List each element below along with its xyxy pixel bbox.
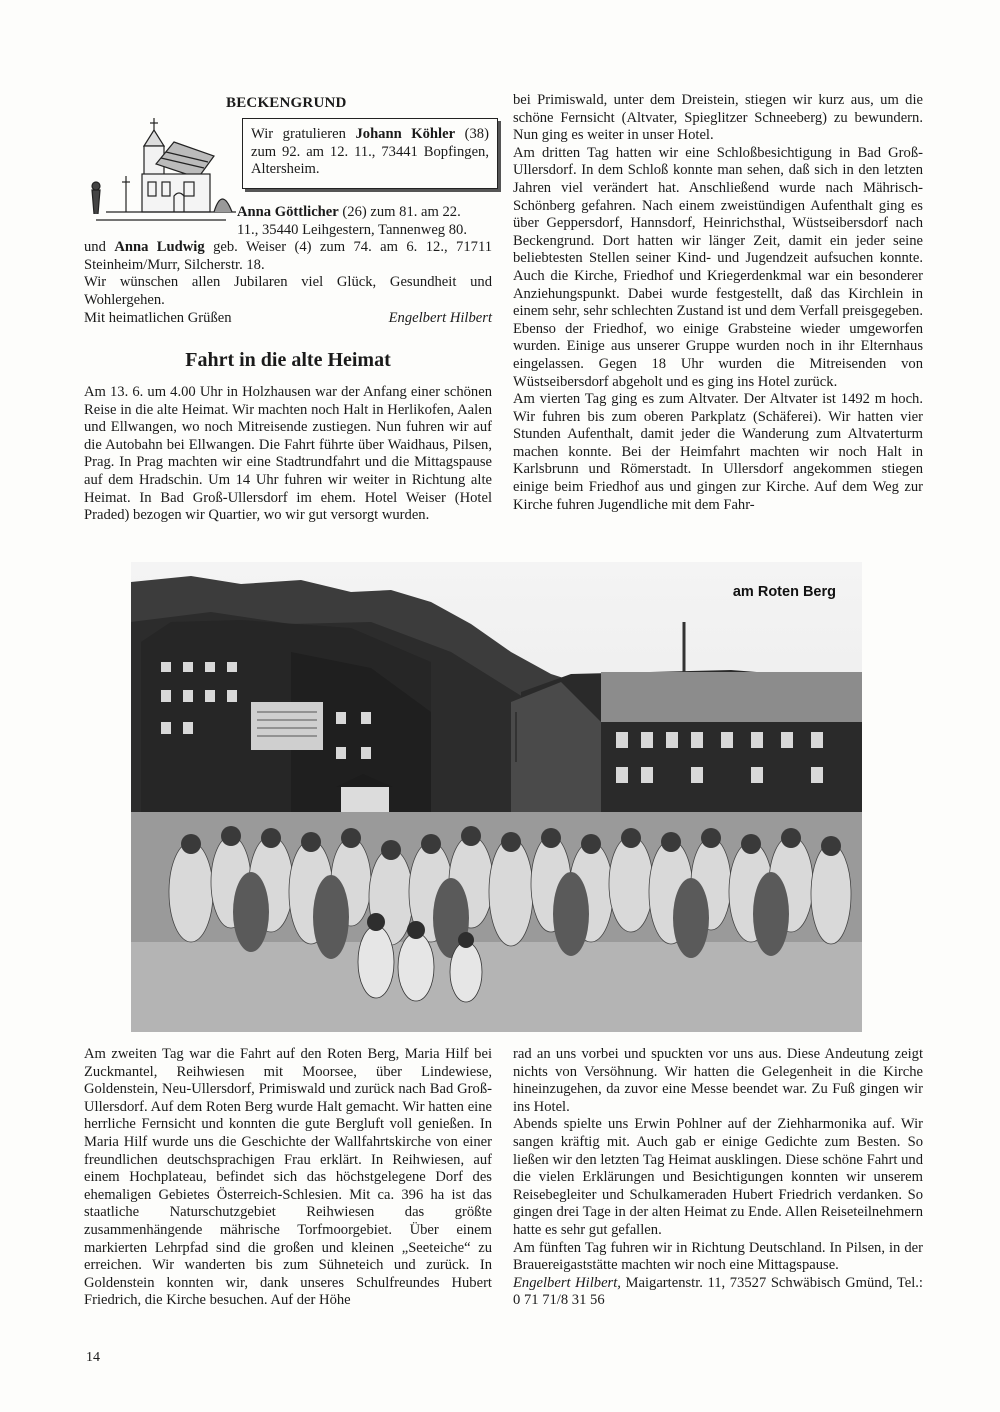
article-paragraph: bei Primiswald, unter dem Dreistein, stiegen wir kurz aus, um die schöne Fernsicht (Altvater, Spieglitzer Schneeberg) zu bewundern. Nun ging es weiter in unser Hotel. — [513, 92, 923, 144]
page-number: 14 — [86, 1350, 100, 1365]
author-address: Maigartenstr. 11, 73527 Schwäbisch Gmünd, — [625, 1274, 893, 1291]
birthday-connector: und — [84, 239, 106, 256]
greeting: Mit heimatlichen Grüßen — [84, 309, 232, 326]
birthday-detail-1b: 11., 35440 Leihgestern, Tannenweg 80. — [237, 221, 467, 238]
congrats-name: Johann Köhler — [355, 126, 456, 142]
group-photo — [131, 562, 862, 1032]
article-paragraph: Am vierten Tag ging es zum Altvater. Der Altvater ist 1492 m hoch. Wir fuhren bis zum oberen Parkplatz (Schäferei). Wir hatten vier Stunden Aufenthalt, damit jeder die Wanderung zum Altvaterturm machen konnte. Bei der Heimfahrt machten wir noch Halt in Karlsbrunn und Römerstadt. In Ullersdorf angekommen stiegen einige beim Friedhof aus und gingen zur Kirche. Auf dem Weg zur Kirche fuhren Jugendliche mit dem Fahr- — [513, 391, 923, 513]
photo-caption: am Roten Berg — [732, 584, 836, 600]
birthday-detail-2: geb. Weiser (4) zum 74. am 6. 12., 71711 Steinheim/Murr, Silcherstr. 18. — [84, 239, 492, 273]
article-title: Fahrt in die alte Heimat — [185, 349, 391, 371]
section-heading: BECKENGRUND — [226, 95, 347, 111]
article-paragraph: Abends spielte uns Erwin Pohlner auf der Ziehharmonika auf. Wir sangen kräftig mit. Auch gab er einige Gedichte zum Besten. So ließen wir den letzten Tag Heimat ausklingen. Diese schöne Fahrt und die vielen Erklärungen und Besichtigungen konnten wir unserem Reisebegleiter und Schulkameraden Hubert Friedrich verdanken. So gingen drei Tage in der alten Heimat zu Ende. Allen Reiseteilnehmern hatte es sehr gut gefallen. — [513, 1116, 923, 1238]
article-column-left-bottom — [84, 1046, 492, 1310]
article-paragraph: rad an uns vorbei und spuckten vor uns aus. Diese Andeutung zeigt nichts von Versöhnung. Wir hatten die Gelegenheit in die Kirche hineinzugehen, da zuvor eine Messe beendet war. Zu Fuß gingen wir ins Hotel. — [513, 1046, 923, 1115]
birthday-name-1: Anna Göttlicher — [237, 204, 339, 220]
article-column-right-top — [513, 92, 923, 514]
birthday-wish: Wir wünschen allen Jubilaren viel Glück, Gesundheit und Wohlergehen. — [84, 274, 492, 308]
congratulation-box — [242, 118, 498, 189]
author-phone: Tel.: 0 71 71/8 31 56 — [513, 1274, 923, 1309]
article-column-right-bottom — [513, 1046, 923, 1310]
congrats-details: (38) zum 92. am 12. 11., 73441 Bopfingen, Altersheim. — [251, 126, 489, 178]
congrats-intro: Wir gratulieren — [251, 126, 346, 142]
article-paragraph: Am dritten Tag hatten wir eine Schloßbesichtigung in Bad Groß-Ullersdorf. In dem Schloß konnte man sehen, daß sich in den letzten Jahren viel verändert hat. Anschließend wurde nach Mährisch-Schönberg gefahren. Nach einem zweistündigen Aufenthalt ging es über Geppersdorf, Hannsdorf, Heinrichsthal, Wüstseibersdorf nach Beckengrund. Dort hatten wir länger Zeit, damit ein jeder seine beliebtesten Stellen seiner Kind- und Jugendzeit aufsuchen konnte. Auch die Kirche, Friedhof und Kriegerdenkmal war ein besonderer Anziehungspunkt. Dabei wurde festgestellt, daß das Kirchlein in einem sehr, sehr schlechten Zustand ist und dem Verfall preisgegeben. Ebenso der Friedhof, wo einige Grabsteine wieder umgeworfen wurden. Einige aus unserer Gruppe wurden noch in ihr Elternhaus eingelassen. Gegen 18 Uhr wurden die Mitreisenden von Wüstseibersdorf abgeholt und es ging ins Hotel zurück. — [513, 144, 923, 390]
article-paragraph: Am zweiten Tag war die Fahrt auf den Roten Berg, Maria Hilf bei Zuckmantel, Reihwiesen mit Moorsee, über Lindewiese, Goldenstein, Neu-Ullersdorf, Primiswald und zurück nach Bad Groß-Ullersdorf. Auf dem Roten Berg wurde Halt gemacht. Wir hatten eine herrliche Fernsicht und konnten die gute Bergluft voll genießen. In Maria Hilf wurde uns die Geschichte der Wallfahrtskirche von einer freundlichen deutschsprachigen Frau erklärt. In Reihwiesen, auf einem Hochplateau, befindet sich das höchstgelegene Dorf des ehemaligen Gebietes Österreich-Schlesien. Mit ca. 396 ha ist das staatliche Naturschutzgebiet Reihwiesen das größte zusammenhängende mährische Torfmoorgebiet. Über einem markierten Lehrpfad sind die großen und kleinen „Seeteiche“ zu erreichen. Wir wanderten bis zum Sühneteich und zurück. In Goldenstein konnten wir, dank unseres Schulfreundes Hubert Friedrich, die Kirche besuchen. Auf der Höhe — [84, 1046, 492, 1309]
group-photo-image — [131, 562, 862, 1032]
birthday-list — [84, 204, 492, 327]
greeting-signature: Engelbert Hilbert — [388, 309, 492, 326]
author-name: Engelbert Hilbert, — [513, 1274, 621, 1291]
article-paragraph: Am fünften Tag fuhren wir in Richtung Deutschland. In Pilsen, in der Brauereigaststätte machten wir noch eine Mittagspause. — [513, 1239, 923, 1274]
article-column-left-top — [84, 384, 492, 525]
birthday-detail-1: (26) zum 81. am 22. — [342, 204, 461, 220]
article-paragraph: Am 13. 6. um 4.00 Uhr in Holzhausen war der Anfang einer schönen Reise in die alte Heimat. Wir machten noch Halt in Herlikofen, Aalen und Ellwangen, wo noch Mitreisende zustiegen. Nun fuhren wir auf die Autobahn bei Ellwangen. Die Fahrt führte über Waidhaus, Pilsen, Prag. In Prag machten wir eine Stadtrundfahrt und die Mittagspause auf dem Hradschin. Um 14 Uhr fuhren wir weiter in Richtung alte Heimat. In Bad Groß-Ullersdorf im ehem. Hotel Weiser (Hotel Praded) bezogen wir Quartier, wo wir gut versorgt wurden. — [84, 384, 492, 524]
article-author — [513, 1275, 923, 1310]
birthday-name-2: Anna Ludwig — [114, 239, 205, 256]
